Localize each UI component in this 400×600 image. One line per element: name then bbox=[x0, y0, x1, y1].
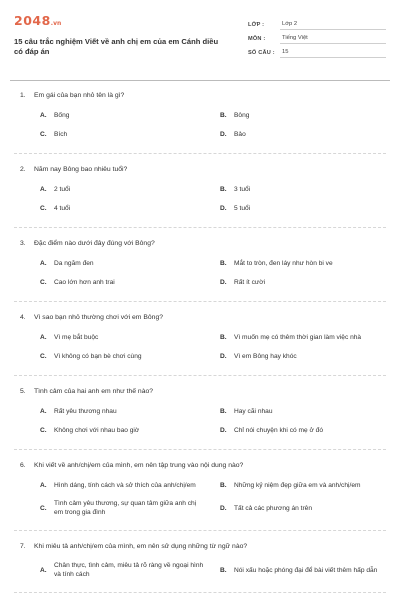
option-c[interactable] bbox=[40, 499, 206, 517]
option-text: Vì muốn mẹ có thêm thời gian làm việc nhà bbox=[234, 334, 362, 341]
option-text: Những kỷ niệm đẹp giữa em và anh/chị/em bbox=[234, 482, 361, 489]
option-d[interactable] bbox=[220, 425, 386, 436]
question-text: Em gái của bạn nhỏ tên là gì? bbox=[34, 92, 125, 99]
option-text: 2 tuổi bbox=[54, 186, 71, 193]
question-4 bbox=[14, 313, 386, 376]
meta-value: Tiếng Việt bbox=[280, 35, 386, 44]
option-b[interactable] bbox=[220, 561, 386, 579]
option-a[interactable] bbox=[40, 332, 206, 343]
question-number: 7. bbox=[20, 543, 26, 550]
option-b[interactable] bbox=[220, 332, 386, 343]
question-stem bbox=[14, 313, 386, 322]
question-text: Đặc điểm nào dưới đây đúng với Bông? bbox=[34, 240, 155, 247]
question-6 bbox=[14, 461, 386, 531]
option-letter: A. bbox=[40, 186, 47, 193]
option-d[interactable] bbox=[220, 203, 386, 214]
option-text: Tất cả các phương án trên bbox=[234, 504, 313, 512]
option-text: 5 tuổi bbox=[234, 205, 251, 212]
option-b[interactable] bbox=[220, 480, 386, 491]
worksheet-header bbox=[14, 14, 386, 72]
option-text: Hay cãi nhau bbox=[234, 408, 273, 415]
option-text: Bống bbox=[54, 112, 70, 119]
question-1 bbox=[14, 91, 386, 154]
option-text: Hình dáng, tính cách và sở thích của anh/chị/em bbox=[54, 482, 196, 489]
question-text: Vì sao bạn nhỏ thường chơi với em Bông? bbox=[34, 314, 164, 321]
option-d[interactable] bbox=[220, 351, 386, 362]
question-number: 1. bbox=[20, 92, 26, 99]
meta-label: SỐ CÂU : bbox=[248, 50, 275, 56]
question-stem bbox=[14, 165, 386, 174]
option-b[interactable] bbox=[220, 258, 386, 269]
option-letter: C. bbox=[40, 353, 47, 360]
option-a[interactable] bbox=[40, 480, 206, 491]
logo-main: 2048 bbox=[14, 13, 51, 28]
option-letter: D. bbox=[220, 205, 227, 212]
option-text: Chân thực, tình cảm, miêu tả rõ ràng về ngoại hình và tính cách bbox=[54, 562, 204, 578]
option-letter: A. bbox=[40, 260, 47, 267]
question-number: 6. bbox=[20, 462, 26, 469]
answer-options bbox=[14, 258, 386, 288]
answer-options bbox=[14, 110, 386, 140]
option-letter: C. bbox=[40, 205, 47, 212]
option-text: Vì không có bạn bè chơi cùng bbox=[54, 353, 142, 360]
question-number: 2. bbox=[20, 166, 26, 173]
option-a[interactable] bbox=[40, 561, 206, 579]
question-stem bbox=[14, 542, 386, 551]
option-b[interactable] bbox=[220, 110, 386, 121]
site-logo[interactable] bbox=[14, 14, 229, 31]
question-stem bbox=[14, 387, 386, 396]
option-a[interactable] bbox=[40, 258, 206, 269]
meta-grade bbox=[248, 17, 386, 30]
option-text: 3 tuổi bbox=[234, 186, 251, 193]
meta-label: LỚP : bbox=[248, 22, 265, 28]
header-left bbox=[14, 14, 229, 57]
meta-info bbox=[248, 17, 386, 59]
option-d[interactable] bbox=[220, 277, 386, 288]
question-2 bbox=[14, 165, 386, 228]
option-letter: A. bbox=[40, 408, 47, 415]
option-text: Rất ít cười bbox=[234, 279, 266, 286]
option-text: 4 tuổi bbox=[54, 205, 71, 212]
meta-question-count bbox=[248, 45, 386, 58]
option-letter: A. bbox=[40, 112, 47, 119]
logo-suffix: .vn bbox=[50, 20, 62, 27]
option-a[interactable] bbox=[40, 110, 206, 121]
option-letter: A. bbox=[40, 334, 47, 341]
option-letter: A. bbox=[40, 566, 47, 574]
option-letter: B. bbox=[220, 482, 227, 489]
question-text: Khi miêu tả anh/chị/em của mình, em nên sử dụng những từ ngữ nào? bbox=[34, 543, 248, 550]
option-c[interactable] bbox=[40, 129, 206, 140]
option-text: Không chơi với nhau bao giờ bbox=[54, 427, 140, 434]
option-a[interactable] bbox=[40, 406, 206, 417]
question-7 bbox=[14, 542, 386, 593]
option-letter: A. bbox=[40, 482, 47, 489]
option-b[interactable] bbox=[220, 184, 386, 195]
question-text: Tình cảm của hai anh em như thế nào? bbox=[34, 388, 154, 395]
option-b[interactable] bbox=[220, 406, 386, 417]
option-letter: B. bbox=[220, 260, 227, 267]
option-text: Bông bbox=[234, 112, 250, 119]
option-text: Mắt to tròn, đen láy như hòn bi ve bbox=[234, 260, 333, 267]
answer-options bbox=[14, 332, 386, 362]
option-text: Vì mẹ bắt buộc bbox=[54, 334, 99, 341]
question-stem bbox=[14, 461, 386, 470]
option-letter: B. bbox=[220, 566, 227, 574]
option-c[interactable] bbox=[40, 203, 206, 214]
option-a[interactable] bbox=[40, 184, 206, 195]
question-number: 5. bbox=[20, 388, 26, 395]
meta-label: MÔN : bbox=[248, 36, 266, 42]
option-text: Tình cảm yêu thương, sự quan tâm giữa anh chị em trong gia đình bbox=[54, 500, 197, 516]
question-text: Năm nay Bông bao nhiêu tuổi? bbox=[34, 166, 128, 173]
option-letter: C. bbox=[40, 131, 47, 138]
meta-value: Lớp 2 bbox=[280, 21, 386, 30]
option-text: Rất yêu thương nhau bbox=[54, 408, 117, 415]
answer-options bbox=[14, 561, 386, 579]
option-text: Bảo bbox=[234, 131, 246, 138]
header-divider bbox=[10, 80, 390, 81]
question-text: Khi viết về anh/chị/em của mình, em nên tập trung vào nội dung nào? bbox=[34, 462, 244, 469]
option-letter: C. bbox=[40, 504, 47, 512]
document-title: 15 câu trắc nghiệm Viết về anh chị em của em Cánh diều có đáp án bbox=[14, 37, 219, 56]
option-letter: C. bbox=[40, 427, 47, 434]
option-text: Bích bbox=[54, 131, 68, 138]
option-c[interactable] bbox=[40, 425, 206, 436]
option-text: Da ngăm đen bbox=[54, 260, 94, 267]
option-d[interactable] bbox=[220, 499, 386, 517]
option-letter: B. bbox=[220, 186, 227, 193]
option-letter: B. bbox=[220, 334, 227, 341]
option-letter: B. bbox=[220, 408, 227, 415]
option-letter: D. bbox=[220, 279, 227, 286]
option-letter: D. bbox=[220, 353, 227, 360]
option-text: Chỉ nói chuyện khi có mẹ ở đó bbox=[234, 427, 323, 434]
option-c[interactable] bbox=[40, 351, 206, 362]
question-list bbox=[14, 91, 386, 593]
option-letter: D. bbox=[220, 427, 227, 434]
option-c[interactable] bbox=[40, 277, 206, 288]
option-d[interactable] bbox=[220, 129, 386, 140]
option-text: Cao lớn hơn anh trai bbox=[54, 279, 115, 286]
question-number: 4. bbox=[20, 314, 26, 321]
option-letter: D. bbox=[220, 504, 227, 512]
question-5 bbox=[14, 387, 386, 450]
answer-options bbox=[14, 480, 386, 517]
question-number: 3. bbox=[20, 240, 26, 247]
meta-value: 15 bbox=[280, 49, 386, 58]
question-stem bbox=[14, 91, 386, 100]
question-stem bbox=[14, 239, 386, 248]
option-letter: C. bbox=[40, 279, 47, 286]
meta-subject bbox=[248, 31, 386, 44]
option-letter: D. bbox=[220, 131, 227, 138]
option-text: Nói xấu hoặc phóng đại để bài viết thêm hấp dẫn bbox=[234, 566, 378, 574]
question-3 bbox=[14, 239, 386, 302]
option-text: Vì em Bông hay khóc bbox=[234, 353, 297, 360]
answer-options bbox=[14, 406, 386, 436]
option-letter: B. bbox=[220, 112, 227, 119]
answer-options bbox=[14, 184, 386, 214]
